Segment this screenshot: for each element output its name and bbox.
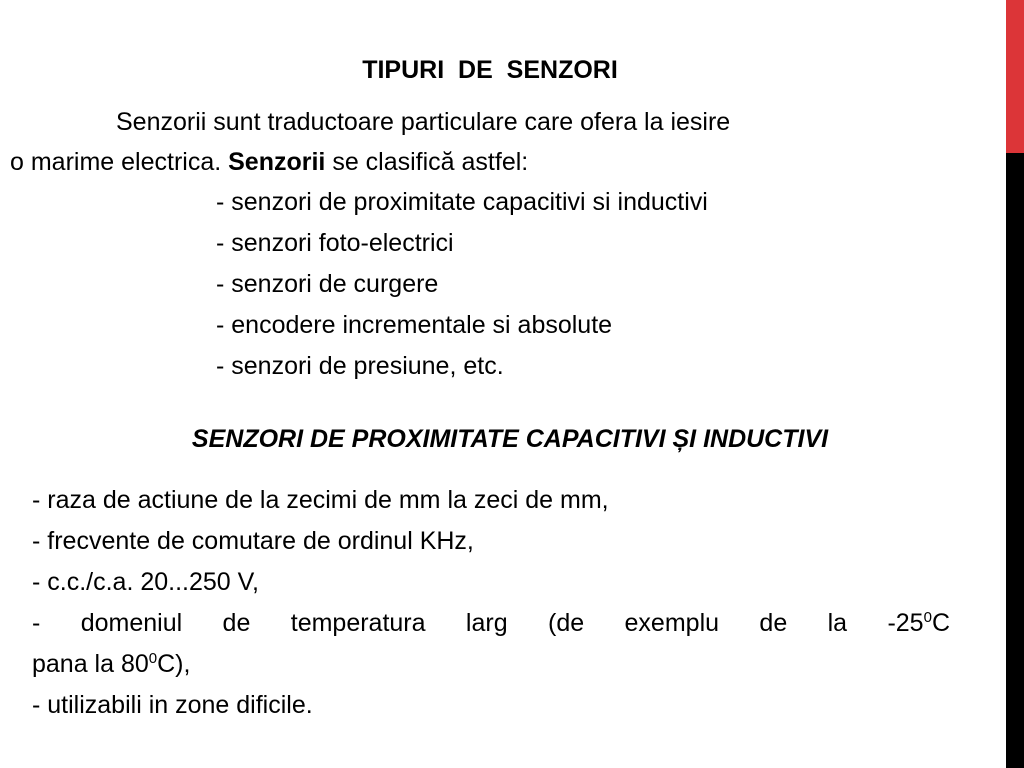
- sensor-type-item: - senzori foto-electrici: [216, 229, 454, 257]
- slide-title: TIPURI DE SENZORI: [362, 56, 618, 84]
- property-text: C: [931, 609, 950, 637]
- sensor-type-item: - senzori de curgere: [216, 270, 439, 298]
- property-text: C),: [157, 650, 191, 678]
- property-text: - domeniul de temperatura larg (de exemplu de la -25: [32, 609, 924, 637]
- property-item: - c.c./c.a. 20...250 V,: [32, 568, 259, 596]
- slide-accent-stripe-red: [1006, 0, 1024, 153]
- property-item: - utilizabili in zone dificile.: [32, 691, 313, 719]
- property-item: - raza de actiune de la zecimi de mm la zeci de mm,: [32, 486, 609, 514]
- property-item: - frecvente de comutare de ordinul KHz,: [32, 527, 474, 555]
- sensor-type-item: - senzori de presiune, etc.: [216, 352, 504, 380]
- intro-bold-term: Senzorii: [228, 148, 326, 176]
- intro-line-2-end: se clasifică astfel:: [325, 148, 529, 176]
- intro-line-2-start: o marime electrica.: [10, 148, 229, 176]
- slide-accent-stripe-black: [1006, 153, 1024, 768]
- properties-list: [32, 480, 950, 726]
- section-heading: SENZORI DE PROXIMITATE CAPACITIVI ȘI INDUCTIVI: [191, 425, 829, 453]
- intro-line-1: Senzorii sunt traductoare particulare care ofera la iesire: [116, 108, 731, 136]
- intro-paragraph: [10, 102, 970, 182]
- superscript: 0: [148, 650, 158, 667]
- sensor-type-item: - encodere incrementale si absolute: [216, 311, 613, 339]
- property-item-continued: [32, 644, 950, 685]
- property-item: [32, 603, 950, 644]
- sensor-types-list: [216, 182, 708, 387]
- sensor-type-item: - senzori de proximitate capacitivi si inductivi: [216, 188, 708, 216]
- intro-line-2: [10, 142, 970, 182]
- superscript: 0: [923, 609, 932, 626]
- property-text: pana la 80: [32, 650, 149, 678]
